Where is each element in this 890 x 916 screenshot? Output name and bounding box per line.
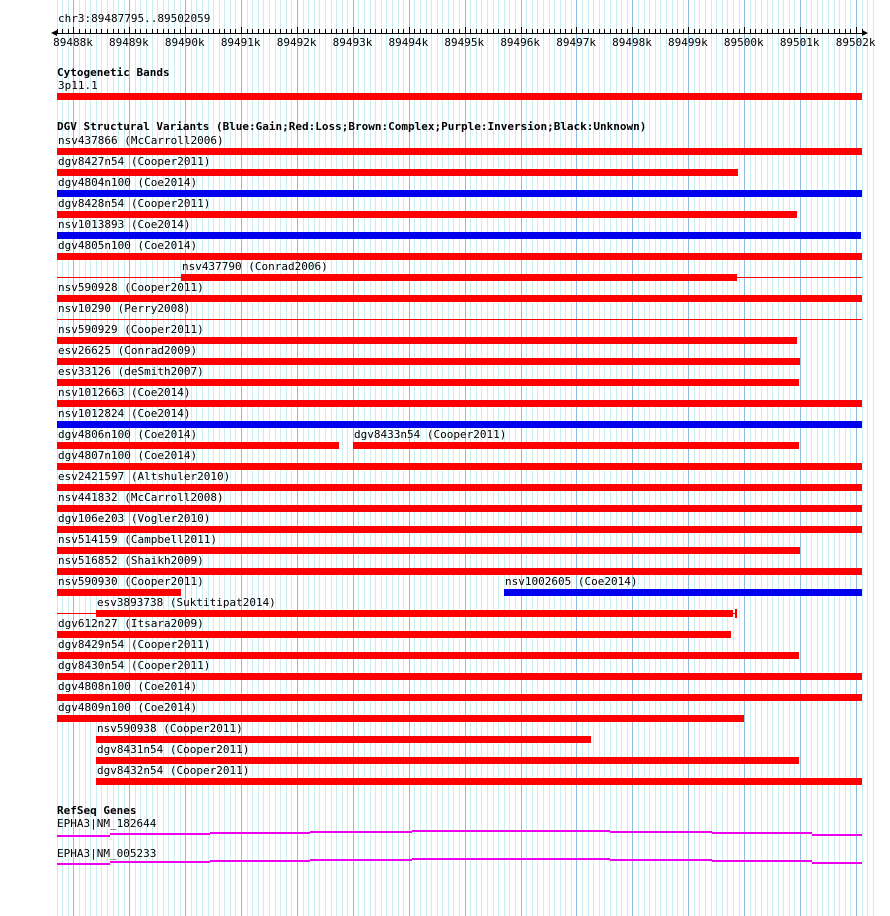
ruler-minor-tick [476,29,477,33]
grid-line-minor [867,0,868,916]
variant-label-nsv10290[interactable]: nsv10290 (Perry2008) [58,302,191,315]
ruler-minor-tick [834,29,835,33]
variant-label-dgv4804n100[interactable]: dgv4804n100 (Coe2014) [58,176,198,189]
ruler-minor-tick [135,29,136,33]
ruler-tick-label: 89501k [779,36,820,49]
ruler-minor-tick [325,29,326,33]
ruler-minor-tick [414,29,415,33]
ruler-minor-tick [828,29,829,33]
ruler-major-tick [688,27,689,33]
ruler-minor-tick [543,29,544,33]
cytoband-label: 3p11.1 [58,79,98,92]
ruler-minor-tick [599,29,600,33]
variant-bar-nsv1012663[interactable] [57,400,862,407]
variant-label-esv33126[interactable]: esv33126 (deSmith2007) [58,365,204,378]
gene-line-NM_182644[interactable] [712,832,812,834]
ruler-minor-tick [588,29,589,33]
variant-bar-nsv437866[interactable] [57,148,862,155]
ruler-minor-tick [252,29,253,33]
ruler-minor-tick [62,29,63,33]
ruler-minor-tick [459,29,460,33]
ruler-minor-tick [280,29,281,33]
variant-label-dgv8430n54[interactable]: dgv8430n54 (Cooper2011) [58,659,211,672]
ruler-minor-tick [504,29,505,33]
ruler-minor-tick [565,29,566,33]
ruler-tick-label: 89492k [276,36,317,49]
ruler-minor-tick [163,29,164,33]
ruler-minor-tick [392,29,393,33]
gene-line-NM_005233[interactable] [210,860,310,862]
ruler-major-tick [632,27,633,33]
ruler-baseline [56,33,862,34]
ruler-minor-tick [331,29,332,33]
variant-bar-nsv516852[interactable] [57,568,862,575]
ruler-minor-tick [79,29,80,33]
refseq-track-title: RefSeq Genes [57,804,137,817]
ruler-minor-tick [208,29,209,33]
ruler-major-tick [129,27,130,33]
ruler-minor-tick [258,29,259,33]
ruler-minor-tick [862,29,863,33]
variant-bar-dgv4806n100[interactable] [57,442,339,449]
ruler-major-tick [521,27,522,33]
gene-line-NM_005233[interactable] [712,860,812,862]
ruler-minor-tick [616,29,617,33]
ruler-minor-tick [733,29,734,33]
ruler-minor-tick [509,29,510,33]
variant-label-dgv4808n100[interactable]: dgv4808n100 (Coe2014) [58,680,198,693]
ruler-minor-tick [230,29,231,33]
ruler-minor-tick [180,29,181,33]
variant-bar-dgv8428n54[interactable] [57,211,797,218]
ruler-tick-label: 89493k [332,36,373,49]
ruler-minor-tick [711,29,712,33]
ruler-minor-tick [336,29,337,33]
ruler-minor-tick [666,29,667,33]
ruler-minor-tick [493,29,494,33]
ruler-tick-label: 89495k [444,36,485,49]
ruler-minor-tick [750,29,751,33]
ruler-minor-tick [224,29,225,33]
ruler-minor-tick [532,29,533,33]
ruler-minor-tick [219,29,220,33]
gene-line-NM_182644[interactable] [210,832,310,834]
ruler-minor-tick [705,29,706,33]
ruler-minor-tick [426,29,427,33]
ruler-major-tick [800,27,801,33]
variant-bar-nsv590928[interactable] [57,295,862,302]
ruler-minor-tick [196,29,197,33]
ruler-minor-tick [213,29,214,33]
ruler-minor-tick [286,29,287,33]
ruler-minor-tick [437,29,438,33]
ruler-minor-tick [202,29,203,33]
variant-bar-nsv1013893[interactable] [57,232,861,239]
variant-bar-dgv4804n100[interactable] [57,190,862,197]
grid-line-minor [873,0,874,916]
ruler-minor-tick [845,29,846,33]
variant-bar-nsv437790[interactable] [181,274,737,281]
ruler-minor-tick [778,29,779,33]
gene-line-NM_182644[interactable] [57,835,110,837]
variant-bar-esv33126[interactable] [57,379,799,386]
ruler-minor-tick [118,29,119,33]
ruler-tick-label: 89491k [220,36,261,49]
ruler-minor-tick [739,29,740,33]
variant-bar-dgv4805n100[interactable] [57,253,862,260]
ruler-minor-tick [442,29,443,33]
ruler-tick-label: 89494k [388,36,429,49]
variant-label-esv3893738[interactable]: esv3893738 (Suktitipat2014) [97,596,276,609]
ruler-tick-label: 89502k [835,36,876,49]
ruler-minor-tick [386,29,387,33]
ruler-minor-tick [672,29,673,33]
ruler-minor-tick [347,29,348,33]
variant-label-dgv8427n54[interactable]: dgv8427n54 (Cooper2011) [58,155,211,168]
ruler-minor-tick [124,29,125,33]
variant-bar-dgv106e203[interactable] [57,526,862,533]
ruler-minor-tick [381,29,382,33]
ruler-minor-tick [152,29,153,33]
ruler-minor-tick [370,29,371,33]
ruler-minor-tick [453,29,454,33]
ruler-minor-tick [560,29,561,33]
ruler-major-tick [409,27,410,33]
gene-line-NM_182644[interactable] [412,830,610,832]
variant-bar-dgv8430n54[interactable] [57,673,862,680]
ruler-minor-tick [303,29,304,33]
ruler-minor-tick [772,29,773,33]
gene-line-NM_005233[interactable] [412,858,610,860]
variant-bar-dgv8427n54[interactable] [57,169,738,176]
ruler-minor-tick [638,29,639,33]
ruler-minor-tick [291,29,292,33]
ruler-minor-tick [554,29,555,33]
ruler-major-tick [297,27,298,33]
ruler-minor-tick [789,29,790,33]
ruler-minor-tick [470,29,471,33]
gene-line-NM_005233[interactable] [57,863,110,865]
ruler-minor-tick [191,29,192,33]
ruler-minor-tick [113,29,114,33]
ruler-minor-tick [794,29,795,33]
ruler-minor-tick [431,29,432,33]
gene-line-NM_005233[interactable] [812,862,862,864]
variant-label-dgv106e203[interactable]: dgv106e203 (Vogler2010) [58,512,211,525]
ruler-minor-tick [101,29,102,33]
variant-bar-dgv4809n100[interactable] [57,715,744,722]
variant-bar-dgv8432n54[interactable] [96,778,862,785]
ruler-major-tick [744,27,745,33]
variant-bar-nsv1002605[interactable] [504,589,862,596]
ruler-major-tick [73,27,74,33]
gene-label-NM_005233[interactable]: EPHA3|NM_005233 [57,847,157,860]
ruler-minor-tick [96,29,97,33]
ruler-minor-tick [716,29,717,33]
ruler-minor-tick [498,29,499,33]
ruler-minor-tick [806,29,807,33]
gene-line-NM_182644[interactable] [610,831,712,833]
ruler-minor-tick [811,29,812,33]
variant-label-nsv514159[interactable]: nsv514159 (Campbell2011) [58,533,217,546]
variant-label-dgv4805n100[interactable]: dgv4805n100 (Coe2014) [58,239,198,252]
ruler-minor-tick [398,29,399,33]
ruler-major-tick [353,27,354,33]
ruler-minor-tick [722,29,723,33]
ruler-minor-tick [571,29,572,33]
variant-bar-dgv4808n100[interactable] [57,694,862,701]
variant-label-esv26625[interactable]: esv26625 (Conrad2009) [58,344,198,357]
ruler-minor-tick [582,29,583,33]
cytoband-bar-3p11.1[interactable] [57,93,862,100]
ruler-minor-tick [604,29,605,33]
ruler-minor-tick [649,29,650,33]
ruler-minor-tick [549,29,550,33]
variant-bar-esv3893738[interactable] [96,610,733,617]
ruler-minor-tick [817,29,818,33]
ruler-major-tick [576,27,577,33]
ruler-major-tick [241,27,242,33]
ruler-minor-tick [593,29,594,33]
ruler-tick-label: 89489k [109,36,149,49]
variant-label-nsv516852[interactable]: nsv516852 (Shaikh2009) [58,554,204,567]
variant-bar-dgv8433n54[interactable] [353,442,799,449]
variant-bar-nsv441832[interactable] [57,505,862,512]
ruler-minor-tick [822,29,823,33]
variant-label-dgv4807n100[interactable]: dgv4807n100 (Coe2014) [58,449,198,462]
ruler-minor-tick [727,29,728,33]
ruler-minor-tick [610,29,611,33]
ruler-tick-label: 89500k [723,36,764,49]
ruler-minor-tick [677,29,678,33]
ruler-minor-tick [755,29,756,33]
ruler-tick-label: 89490k [164,36,205,49]
variant-bar-esv2421597[interactable] [57,484,862,491]
ruler-minor-tick [660,29,661,33]
gene-line-NM_005233[interactable] [310,859,412,861]
ruler-minor-tick [168,29,169,33]
ruler-minor-tick [403,29,404,33]
ruler-minor-tick [850,29,851,33]
ruler-minor-tick [235,29,236,33]
variant-bar-nsv590938[interactable] [96,736,591,743]
ruler-tick-label: 89497k [556,36,596,49]
ruler-minor-tick [140,29,141,33]
ruler-minor-tick [314,29,315,33]
ruler-minor-tick [783,29,784,33]
ruler-tick-label: 89496k [500,36,541,49]
variant-label-nsv1013893[interactable]: nsv1013893 (Coe2014) [58,218,191,231]
ruler-minor-tick [683,29,684,33]
ruler-minor-tick [275,29,276,33]
variant-label-nsv590929[interactable]: nsv590929 (Cooper2011) [58,323,204,336]
ruler-minor-tick [487,29,488,33]
ruler-minor-tick [526,29,527,33]
ruler-minor-tick [655,29,656,33]
ruler-minor-tick [319,29,320,33]
ruler-minor-tick [247,29,248,33]
ruler-tick-label: 89488k [53,36,93,49]
variant-bar-esv26625[interactable] [57,358,800,365]
variant-label-nsv441832[interactable]: nsv441832 (McCarroll2008) [58,491,224,504]
variant-bar-nsv590930[interactable] [57,589,181,596]
ruler-minor-tick [699,29,700,33]
variant-label-esv2421597[interactable]: esv2421597 (Altshuler2010) [58,470,231,483]
variant-range-line-nsv10290[interactable] [57,319,862,320]
ruler-minor-tick [621,29,622,33]
ruler-minor-tick [481,29,482,33]
variant-label-dgv4806n100[interactable]: dgv4806n100 (Coe2014) [58,428,198,441]
ruler-minor-tick [420,29,421,33]
gene-line-NM_005233[interactable] [110,861,210,863]
ruler-tick-label: 89499k [668,36,708,49]
ruler-minor-tick [448,29,449,33]
ruler-minor-tick [767,29,768,33]
variant-label-dgv8431n54[interactable]: dgv8431n54 (Cooper2011) [97,743,250,756]
ruler-minor-tick [364,29,365,33]
variant-label-nsv590928[interactable]: nsv590928 (Cooper2011) [58,281,204,294]
variant-label-dgv612n27[interactable]: dgv612n27 (Itsara2009) [58,617,204,630]
cytogenetic-track-title: Cytogenetic Bands [57,66,170,79]
ruler-minor-tick [342,29,343,33]
variant-label-nsv590938[interactable]: nsv590938 (Cooper2011) [97,722,243,735]
gene-line-NM_182644[interactable] [110,833,210,835]
region-position-label: chr3:89487795..89502059 [58,12,211,25]
gene-line-NM_005233[interactable] [610,859,712,861]
variant-label-nsv1002605[interactable]: nsv1002605 (Coe2014) [505,575,638,588]
ruler-minor-tick [308,29,309,33]
variant-label-nsv437866[interactable]: nsv437866 (McCarroll2006) [58,134,224,147]
ruler-major-tick [185,27,186,33]
ruler-minor-tick [68,29,69,33]
ruler-minor-tick [146,29,147,33]
ruler-minor-tick [174,29,175,33]
variant-label-dgv8429n54[interactable]: dgv8429n54 (Cooper2011) [58,638,211,651]
ruler-minor-tick [85,29,86,33]
dgv-track-title: DGV Structural Variants (Blue:Gain;Red:Loss;Brown:Complex;Purple:Inversion;Black:Unknown) [57,120,647,133]
variant-bar-nsv1012824[interactable] [57,421,862,428]
variant-label-nsv1012824[interactable]: nsv1012824 (Coe2014) [58,407,191,420]
gene-line-NM_182644[interactable] [812,834,862,836]
gene-line-NM_182644[interactable] [310,831,412,833]
ruler-minor-tick [263,29,264,33]
ruler-minor-tick [157,29,158,33]
ruler-minor-tick [761,29,762,33]
gene-label-NM_182644[interactable]: EPHA3|NM_182644 [57,817,157,830]
variant-bar-dgv4807n100[interactable] [57,463,862,470]
ruler-minor-tick [627,29,628,33]
ruler-minor-tick [694,29,695,33]
variant-bar-dgv612n27[interactable] [57,631,731,638]
variant-label-nsv437790[interactable]: nsv437790 (Conrad2006) [182,260,328,273]
ruler-minor-tick [107,29,108,33]
variant-bar-nsv514159[interactable] [57,547,800,554]
ruler-minor-tick [515,29,516,33]
ruler-major-tick [465,27,466,33]
variant-label-dgv8432n54[interactable]: dgv8432n54 (Cooper2011) [97,764,250,777]
ruler-minor-tick [57,29,58,33]
ruler-minor-tick [644,29,645,33]
ruler-minor-tick [537,29,538,33]
ruler-minor-tick [839,29,840,33]
variant-label-nsv1012663[interactable]: nsv1012663 (Coe2014) [58,386,191,399]
variant-label-dgv8428n54[interactable]: dgv8428n54 (Cooper2011) [58,197,211,210]
variant-label-dgv4809n100[interactable]: dgv4809n100 (Coe2014) [58,701,198,714]
variant-bar-dgv8429n54[interactable] [57,652,799,659]
variant-bar-nsv590929[interactable] [57,337,797,344]
ruler-major-tick [856,27,857,33]
ruler-tick-label: 89498k [612,36,652,49]
variant-label-nsv590930[interactable]: nsv590930 (Cooper2011) [58,575,204,588]
ruler-minor-tick [90,29,91,33]
variant-label-dgv8433n54[interactable]: dgv8433n54 (Cooper2011) [354,428,507,441]
variant-end-tick-esv3893738 [735,609,737,618]
variant-bar-dgv8431n54[interactable] [96,757,799,764]
ruler-minor-tick [375,29,376,33]
ruler-minor-tick [358,29,359,33]
ruler-minor-tick [269,29,270,33]
